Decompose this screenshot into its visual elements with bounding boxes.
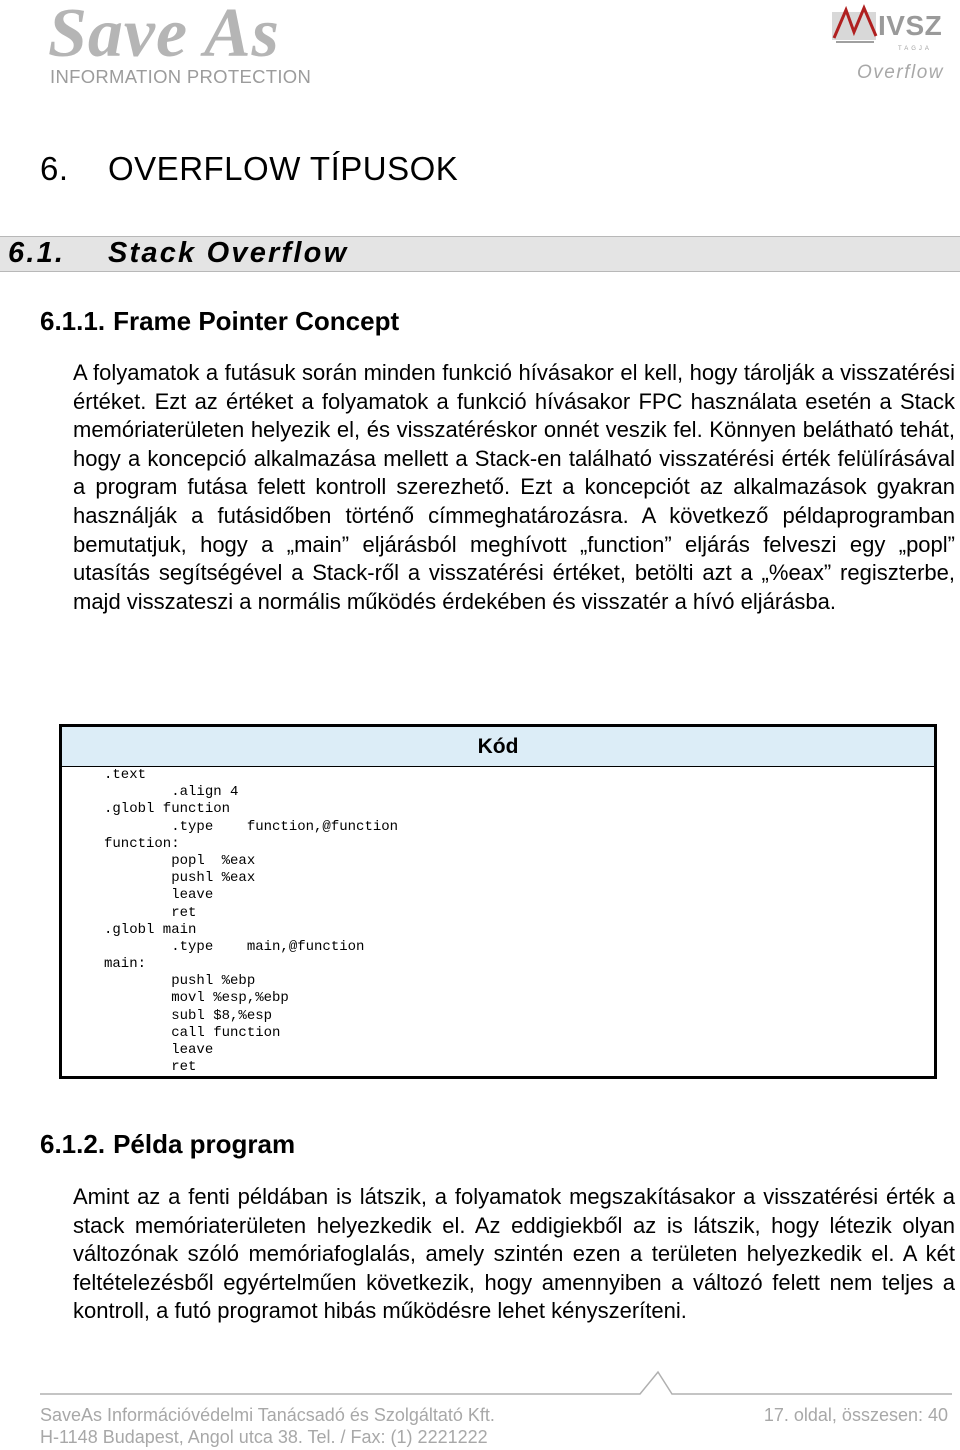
subsection-number: 6.1.2. <box>40 1129 106 1159</box>
code-line: popl %eax <box>104 852 256 869</box>
ivsz-logo <box>830 2 945 54</box>
section-number: 6.1. <box>8 237 66 269</box>
code-line: ret <box>104 904 197 921</box>
code-line: .text <box>104 767 147 783</box>
footer-page-number: 17. oldal, összesen: 40 <box>763 1405 948 1425</box>
saveas-logo <box>48 2 338 88</box>
code-line: main: <box>104 956 147 973</box>
code-line: .type main,@function <box>104 938 365 955</box>
subsection-number: 6.1.1. <box>40 306 106 336</box>
subsection-title: Példa program <box>113 1129 296 1159</box>
body-paragraph-fpc: A folyamatok a futásuk során minden funkció hívásakor el kell, hogy tárolják a visszatérési értéket. Ezt az értéket a folyamatok a funkció hívásakor FPC használata esetén a Stack memóriaterületen helyezik el, és visszatéréskor onnét veszik fel. Könnyen belátható tehát, hogy a koncepció alkalmazása mellett a Stack-en található visszatérési érték felülírásával a program futása felett kontroll szerezhető. Ezt a koncepciót az alkalmazások gyakran használják a futásidőben történő címmeghatározásra. A következő példaprogramban bemutatjuk, hogy a „main” eljárásból meghívott „function” eljárás felveszi egy „popl” utasítás segítségével a Stack-ről a visszatérési értéket, betölti azt a „%eax” regiszterbe, majd visszateszi a normális működés érdekében és visszatér a hívó eljárásba. <box>73 360 955 614</box>
footer-address: H-1148 Budapest, Angol utca 38. Tel. / Fax: (1) 2221222 <box>40 1427 488 1447</box>
footer-divider <box>40 1364 952 1400</box>
code-line: leave <box>104 887 214 904</box>
code-listing-header <box>62 727 934 767</box>
subsection-heading-example <box>40 1129 295 1160</box>
section-title: Stack Overflow <box>108 237 349 269</box>
section-heading <box>8 237 348 270</box>
code-line: movl %esp,%ebp <box>104 990 289 1007</box>
code-line: .align 4 <box>104 784 239 801</box>
chapter-heading <box>40 150 458 188</box>
code-line: subl $8,%esp <box>104 1007 273 1024</box>
chapter-number: 6. <box>40 150 69 187</box>
logo-wordmark: Save As <box>48 0 280 72</box>
code-lines <box>104 767 398 1076</box>
ivsz-wordmark: IVSZ <box>878 10 943 41</box>
footer-company: SaveAs Információvédelmi Tanácsadó és Szolgáltató Kft. <box>40 1405 495 1425</box>
body-paragraph-example: Amint az a fenti példában is látszik, a folyamatok megszakításakor a visszatérési érték a stack memóriaterületen helyezkedik el. Az eddigiekből az is látszik, hogy létezik olyan változónak szóló memóriafoglalás, amely szintén ezen a területen helyezkedik el. A két feltételezésből egyértelműen következik, hogy amennyiben a változó felett nem teljes a kontroll, a futó programot hibás működésre lehet kényszeríteni. <box>73 1184 955 1324</box>
running-header-title: Overflow <box>857 62 944 83</box>
chapter-title: OVERFLOW TÍPUSOK <box>108 150 459 187</box>
logo-tagline: INFORMATION PROTECTION <box>50 66 312 87</box>
code-line: .globl function <box>104 801 231 818</box>
code-line: function: <box>104 835 180 852</box>
code-line: .globl main <box>104 921 197 938</box>
code-line: leave <box>104 1042 214 1058</box>
code-line: call function <box>104 1024 281 1041</box>
code-listing <box>59 724 937 1079</box>
code-line: ret <box>104 1059 197 1076</box>
code-line: pushl %ebp <box>104 973 256 990</box>
code-line: pushl %eax <box>104 870 256 887</box>
subsection-title: Frame Pointer Concept <box>113 306 400 336</box>
code-listing-title: Kód <box>477 735 519 758</box>
ivsz-member-label: TAGJA <box>898 46 932 52</box>
code-line: .type function,@function <box>104 818 399 835</box>
subsection-heading-frame-pointer <box>40 306 399 337</box>
